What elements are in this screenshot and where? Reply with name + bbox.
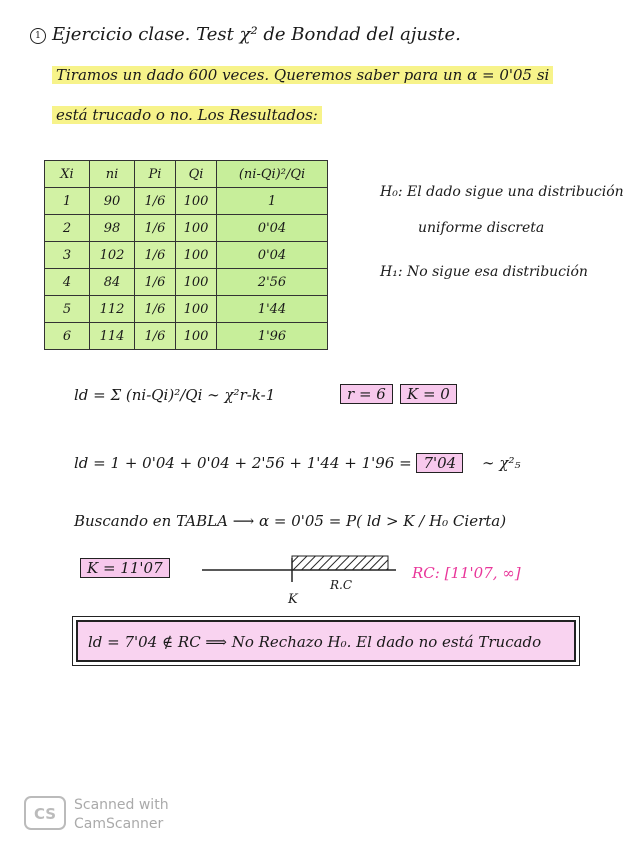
exercise-title-text: Ejercicio clase. Test χ² de Bondad del ajuste. (52, 24, 461, 45)
intro-line-1 (52, 66, 553, 84)
intro-line-2 (52, 106, 322, 124)
table-cell: 1 (45, 188, 90, 215)
critical-region-text: RC: [11'07, ∞] (412, 564, 521, 582)
critical-region-shading (292, 556, 388, 570)
table-cell: 6 (45, 323, 90, 350)
axis-k-label: K (288, 592, 298, 607)
header-ni: ni (90, 161, 135, 188)
table-row (45, 269, 328, 296)
table-cell: 98 (90, 215, 135, 242)
hypothesis-h1 (380, 264, 588, 280)
table-cell: 1'96 (217, 323, 328, 350)
table-search-line: Buscando en TABLA ⟶ α = 0'05 = P( ld > K / H₀ Cierta) (74, 512, 507, 530)
camscanner-logo-icon (24, 796, 66, 830)
header-qi: Qi (176, 161, 217, 188)
table-cell: 102 (90, 242, 135, 269)
calc-sum: ld = 1 + 0'04 + 0'04 + 2'56 + 1'44 + 1'96 = (74, 454, 412, 472)
table-row (45, 188, 328, 215)
statistic-formula: ld = Σ (ni-Qi)²/Qi ∼ χ²r-k-1 (74, 386, 276, 404)
header-pi: Pi (135, 161, 176, 188)
table-cell: 0'04 (217, 215, 328, 242)
table-cell: 114 (90, 323, 135, 350)
region-label: R.C (330, 578, 353, 592)
table-cell: 100 (176, 242, 217, 269)
table-header-row (45, 161, 328, 188)
table-cell: 1 (217, 188, 328, 215)
h0-text-line-1: El dado sigue una distribución (407, 184, 624, 200)
table-cell: 1/6 (135, 269, 176, 296)
critical-region-diagram (200, 552, 400, 612)
table-row (45, 323, 328, 350)
header-xi: Xi (45, 161, 90, 188)
table-cell: 2 (45, 215, 90, 242)
table-cell: 1/6 (135, 296, 176, 323)
table-cell: 5 (45, 296, 90, 323)
hypothesis-h0 (380, 184, 624, 200)
watermark-line-2: CamScanner (74, 816, 164, 832)
watermark-text (74, 796, 169, 834)
h1-label: H₁: (380, 264, 403, 280)
table-cell: 3 (45, 242, 90, 269)
header-chi-term: (ni-Qi)²/Qi (217, 161, 328, 188)
conclusion-box: ld = 7'04 ∉ RC ⟹ No Rechazo H₀. El dado no está Trucado (76, 620, 576, 662)
table-cell: 90 (90, 188, 135, 215)
table-cell: 112 (90, 296, 135, 323)
statistic-calculation (74, 454, 520, 472)
exercise-title (30, 24, 461, 45)
table-cell: 84 (90, 269, 135, 296)
table-cell: 0'04 (217, 242, 328, 269)
exercise-number: 1 (30, 28, 46, 44)
intro-line-1-text: Tiramos un dado 600 veces. Queremos saber para un α = 0'05 si (52, 66, 553, 84)
calc-result-box: 7'04 (416, 453, 463, 473)
svg-text:CS: CS (33, 805, 57, 823)
table-cell: 2'56 (217, 269, 328, 296)
table-cell: 1/6 (135, 215, 176, 242)
table-cell: 4 (45, 269, 90, 296)
table-cell: 100 (176, 323, 217, 350)
intro-line-2-text: está trucado o no. Los Resultados: (52, 106, 322, 124)
k-box: K = 0 (400, 384, 457, 404)
watermark-line-1: Scanned with (74, 797, 169, 813)
table-cell: 100 (176, 215, 217, 242)
table-cell: 1/6 (135, 242, 176, 269)
table-cell: 100 (176, 269, 217, 296)
table-row (45, 242, 328, 269)
table-cell: 1/6 (135, 323, 176, 350)
h1-text: No sigue esa distribución (407, 264, 588, 280)
critical-value-box: K = 11'07 (80, 558, 170, 578)
table-cell: 1/6 (135, 188, 176, 215)
results-table (44, 160, 328, 350)
calc-distribution: ∼ χ²₅ (482, 454, 521, 472)
table-cell: 100 (176, 188, 217, 215)
table-cell: 1'44 (217, 296, 328, 323)
r-box: r = 6 (340, 384, 393, 404)
table-row (45, 215, 328, 242)
h0-text-line-2: uniforme discreta (418, 220, 545, 236)
h0-label: H₀: (380, 184, 403, 200)
table-row (45, 296, 328, 323)
table-cell: 100 (176, 296, 217, 323)
